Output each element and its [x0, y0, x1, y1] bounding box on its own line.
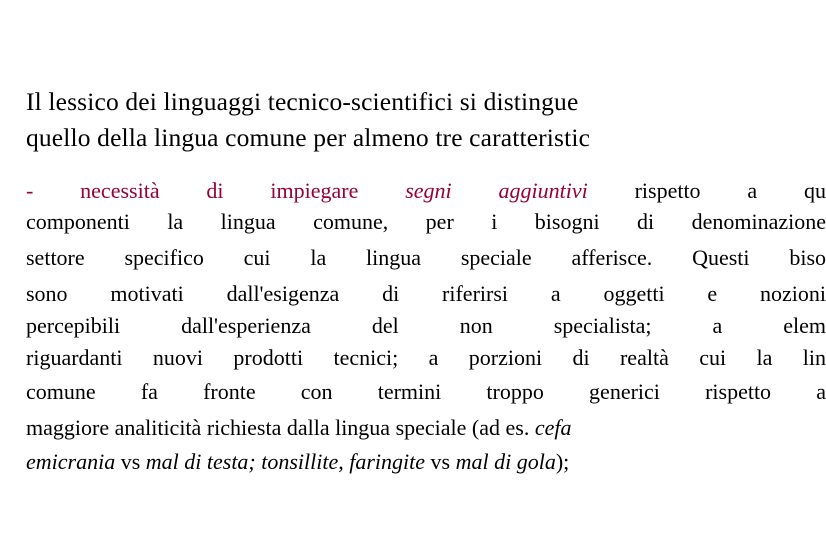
- paragraph-line-5: percepibili dall'esperienza del non specialista; a elem: [26, 313, 826, 338]
- bullet-text: - necessità di impiegare: [26, 178, 359, 203]
- paragraph-line-3: settore specifico cui la lingua speciale afferisce. Questi biso: [26, 245, 826, 270]
- paragraph-line-4: sono motivati dall'esigenza di riferirsi a oggetti e nozioni: [26, 281, 826, 306]
- paragraph-line-2: componenti la lingua comune, per i bisogni di denominazione: [26, 209, 826, 234]
- heading-line-2: quello della lingua comune per almeno tre caratteristic: [26, 123, 591, 152]
- paragraph-line-1: [26, 177, 826, 205]
- vs-1: vs: [120, 449, 141, 474]
- emphasis-mal-di-testa: mal di testa; tonsillite, faringite: [145, 449, 426, 474]
- paragraph-line-9: [26, 448, 826, 476]
- paragraph-line-8-text: maggiore analiticità richiesta dalla lingua speciale (ad es.: [26, 415, 530, 440]
- heading-line-1: Il lessico dei linguaggi tecnico-scientifici si distingue: [26, 87, 579, 116]
- emphasis-mal-di-gola: mal di gola: [455, 449, 556, 474]
- paragraph-line-8: [26, 414, 826, 442]
- paragraph-line-7: comune fa fronte con termini troppo generici rispetto a: [26, 379, 826, 404]
- emphasis-segni-aggiuntivi: segni aggiuntivi: [405, 178, 588, 203]
- paragraph-line-1-tail: rispetto a qu: [634, 178, 826, 203]
- emphasis-cefa: cefa: [534, 415, 572, 440]
- paragraph-line-9-tail: );: [555, 449, 570, 474]
- emphasis-emicrania: emicrania: [26, 449, 116, 474]
- vs-2: vs: [430, 449, 451, 474]
- paragraph-line-6: riguardanti nuovi prodotti tecnici; a porzioni di realtà cui la lin: [26, 345, 826, 370]
